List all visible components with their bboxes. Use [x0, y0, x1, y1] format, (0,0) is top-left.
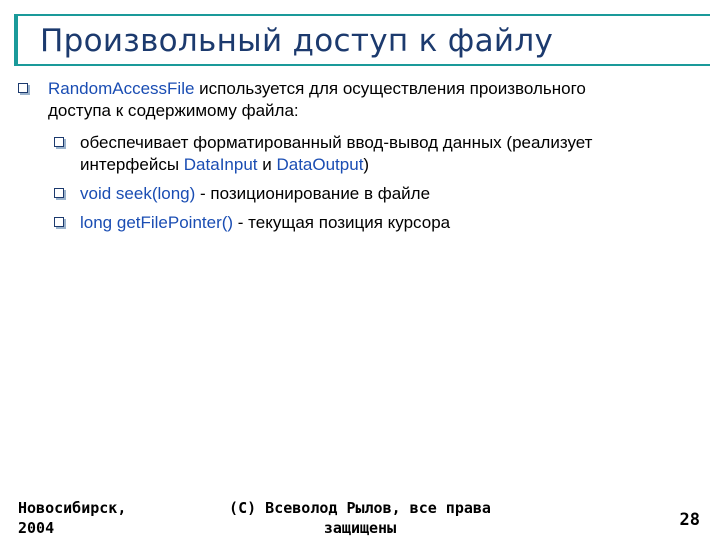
subbullet-formatted-io [54, 132, 704, 176]
bullet-text-a: обеспечивает форматированный ввод-вывод данных (реализует [80, 133, 593, 152]
subbullet-seek [54, 183, 704, 205]
bullet-text [48, 78, 708, 122]
page-number: 28 [679, 510, 700, 530]
bullet-text-a: - текущая позиция курсора [233, 213, 451, 232]
bullet-text-a: - позиционирование в файле [195, 184, 431, 203]
footer-copyright-a: (C) Всеволод Рылов, все права [229, 499, 491, 517]
bullet-text-post: ) [363, 155, 370, 174]
square-bullet-icon [54, 137, 64, 147]
footer-city: Новосибирск, [18, 499, 127, 517]
bullet-text-mid: и [257, 155, 277, 174]
square-bullet-icon [18, 83, 28, 93]
footer-location [18, 498, 158, 538]
bullet-text-b: доступа к содержимому файла: [48, 101, 299, 120]
bullet-text-a: используется для осуществления произвольного [194, 79, 586, 98]
footer-copyright-b: защищены [323, 519, 397, 537]
bullet-text [80, 132, 704, 176]
code-seek: void seek(long) [80, 184, 196, 203]
code-data-output: DataOutput [276, 155, 364, 174]
footer-year: 2004 [18, 519, 55, 537]
bullet-random-access-file [18, 78, 708, 122]
bullet-text [80, 212, 704, 234]
slide-title: Произвольный доступ к файлу [40, 23, 554, 59]
code-data-input: DataInput [183, 155, 258, 174]
square-bullet-icon [54, 217, 64, 227]
square-bullet-icon [54, 188, 64, 198]
footer-copyright [210, 498, 510, 538]
bullet-text [80, 183, 704, 205]
subbullet-get-file-pointer [54, 212, 704, 234]
code-get-file-pointer: long getFilePointer() [80, 213, 234, 232]
title-bar [14, 14, 710, 66]
code-random-access-file: RandomAccessFile [48, 79, 195, 98]
bullet-text-b: интерфейсы [80, 155, 184, 174]
